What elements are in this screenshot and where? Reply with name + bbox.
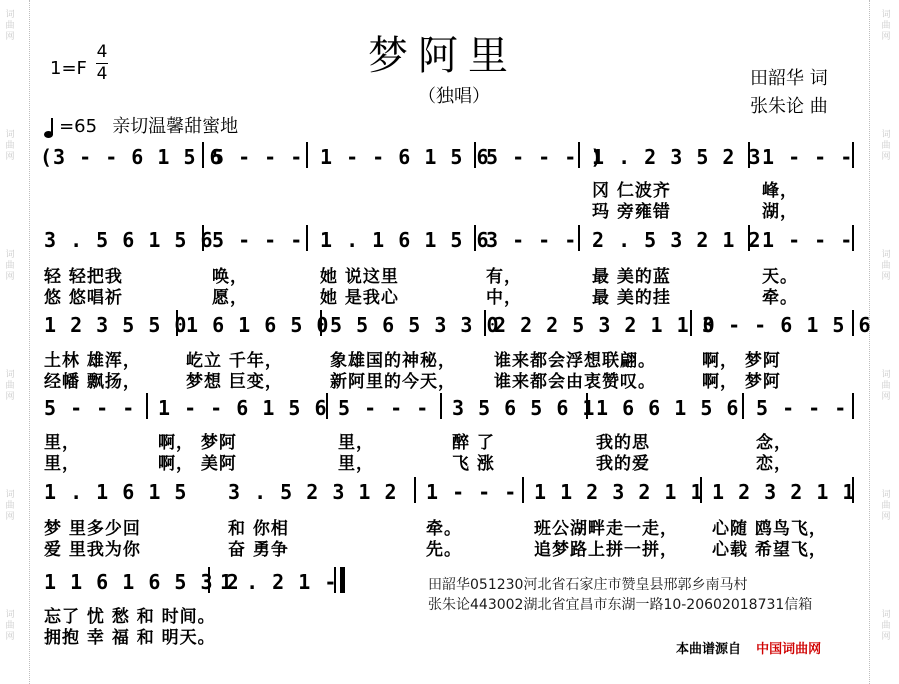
lyric-v2-r3-2: 梦想 巨变， — [186, 372, 283, 392]
lyric-v1-r5-1: 梦 里多少回 — [44, 519, 141, 539]
lyric-v2-r4-5: 我的爱 — [596, 454, 650, 474]
lyric-v1-r5-5: 心随 鸥鸟飞， — [712, 519, 827, 539]
watermark-left-4: 词曲网 — [5, 370, 15, 402]
measure-r2-2: 5 - - - — [212, 228, 304, 252]
barline — [578, 225, 580, 251]
time-signature — [96, 44, 108, 83]
lyric-v1-r5-3: 牵。 — [426, 519, 462, 539]
source-label: 本曲谱源自 — [676, 642, 742, 657]
lyric-v2-r3-1: 经幡 飘扬， — [44, 372, 141, 392]
lyric-v1-r3-5: 啊， 梦阿 — [702, 351, 781, 371]
measure-r3-1: 1 2 3 5 5 0 — [44, 313, 188, 337]
lyric-v1-r6-1: 忘了 忧 愁 和 时间。 — [44, 607, 216, 627]
lyric-v2-r2-5: 最 美的挂 — [592, 288, 671, 308]
measure-r2-5: 2 . 5 3 2 1 2 — [592, 228, 762, 252]
barline — [852, 477, 854, 503]
lyric-v2-r2-1: 悠 悠唱祈 — [44, 288, 123, 308]
measure-r1-2: 5 - - - — [212, 145, 304, 169]
barline — [202, 225, 204, 251]
watermark-right-3: 词曲网 — [881, 250, 891, 282]
lyric-v2-r5-3: 先。 — [426, 540, 462, 560]
barline — [586, 393, 588, 419]
barline — [690, 310, 692, 336]
measure-r1-6: 1 - - - — [762, 145, 854, 169]
left-margin-line — [29, 0, 30, 684]
lyric-v2-r2-3: 她 是我心 — [320, 288, 399, 308]
measure-r4-4: 3 5 6 5 6 1 — [452, 396, 596, 420]
barline — [306, 142, 308, 168]
watermark-left-2: 词曲网 — [5, 130, 15, 162]
measure-r5-4: 1 1 2 3 2 1 1 — [534, 480, 704, 504]
tempo-value: =65 — [59, 116, 98, 137]
barline — [748, 225, 750, 251]
lyric-v1-r5-4: 班公湖畔走一走， — [534, 519, 678, 539]
measure-r1-4: 5 - - - ) — [486, 145, 604, 169]
measure-r4-3: 5 - - - — [338, 396, 430, 420]
barline — [852, 310, 854, 336]
measure-r1-3: 1 - - 6 1 5 6 — [320, 145, 490, 169]
barline — [852, 142, 854, 168]
barline — [852, 225, 854, 251]
lyric-v2-r4-3: 里， — [338, 454, 374, 474]
measure-r3-5: 3 - - 6 1 5 6 — [702, 313, 872, 337]
lyric-v1-r2-1: 轻 轻把我 — [44, 267, 123, 287]
barline — [578, 142, 580, 168]
barline — [700, 477, 702, 503]
barline — [522, 477, 524, 503]
lyric-v2-r5-4: 追梦路上拼一拼， — [534, 540, 678, 560]
lyric-v2-r1-1: 玛 旁雍错 — [592, 202, 671, 222]
measure-r3-2: 1 6 1 6 5 0 — [186, 313, 330, 337]
measure-r1-5: 1 . 2 3 5 2 3 — [592, 145, 762, 169]
lyric-v2-r4-6: 恋， — [756, 454, 792, 474]
tempo-marking — [44, 112, 238, 138]
measure-r4-1: 5 - - - — [44, 396, 136, 420]
lyric-v1-r4-1: 里， — [44, 433, 80, 453]
watermark-left-5: 词曲网 — [5, 490, 15, 522]
lyric-v2-r5-2: 奋 勇争 — [228, 540, 289, 560]
lyric-v1-r3-4: 谁来都会浮想联翩。 — [494, 351, 656, 371]
barline — [320, 310, 322, 336]
measure-r4-5: 1 6 6 1 5 6 — [596, 396, 740, 420]
watermark-right-6: 词曲网 — [881, 610, 891, 642]
measure-r3-4: 2 2 2 5 3 2 1 1 0 — [494, 313, 716, 337]
lyric-v1-r4-5: 我的思 — [596, 433, 650, 453]
measure-r6-1: 1 1 6 1 6 5 3 2 — [44, 570, 240, 594]
key-signature: 1=F — [50, 58, 87, 79]
lyric-v2-r2-4: 中， — [486, 288, 522, 308]
measure-r5-1: 1 . 1 6 1 5 — [44, 480, 188, 504]
barline — [748, 142, 750, 168]
measure-r4-2: 1 - - 6 1 5 6 — [158, 396, 328, 420]
watermark-right-4: 词曲网 — [881, 370, 891, 402]
barline — [176, 310, 178, 336]
watermark-left-3: 词曲网 — [5, 250, 15, 282]
lyric-v1-r4-2: 啊， 梦阿 — [158, 433, 237, 453]
barline — [326, 393, 328, 419]
watermark-left-6: 词曲网 — [5, 610, 15, 642]
measure-r5-5: 1 2 3 2 1 1 — [712, 480, 856, 504]
measure-r5-3: 1 - - - — [426, 480, 518, 504]
lyric-v1-r4-4: 醉 了 — [452, 433, 495, 453]
watermark-left-1: 词曲网 — [5, 10, 15, 42]
time-signature-top: 4 — [96, 42, 108, 62]
song-subtitle: （独唱） — [418, 86, 490, 107]
source-site-name: 中国词曲网 — [756, 642, 822, 657]
lyric-v1-r1-2: 峰， — [762, 181, 798, 201]
quarter-note-icon — [44, 118, 54, 138]
composer-address: 张朱论443002湖北省宜昌市东湖一路10-20602018731信箱 — [428, 597, 813, 613]
watermark-right-2: 词曲网 — [881, 130, 891, 162]
lyric-v2-r2-6: 牵。 — [762, 288, 798, 308]
lyric-v2-r5-5: 心载 希望飞， — [712, 540, 827, 560]
barline — [484, 310, 486, 336]
lyric-v1-r2-2: 唤， — [212, 267, 248, 287]
lyric-v2-r3-4: 谁来都会由衷赞叹。 — [494, 372, 656, 392]
barline — [742, 393, 744, 419]
barline — [208, 567, 210, 593]
watermark-right-5: 词曲网 — [881, 490, 891, 522]
measure-r3-3: 5 5 6 5 3 3 0 — [330, 313, 500, 337]
barline — [306, 225, 308, 251]
lyric-v2-r2-2: 愿， — [212, 288, 248, 308]
lyric-v2-r1-2: 湖， — [762, 202, 798, 222]
lyric-v2-r3-3: 新阿里的今天， — [330, 372, 456, 392]
barline — [202, 142, 204, 168]
lyric-v2-r5-1: 爱 里我为你 — [44, 540, 141, 560]
barline — [474, 142, 476, 168]
barline — [852, 393, 854, 419]
lyric-v2-r4-4: 飞 涨 — [452, 454, 495, 474]
barline — [414, 477, 416, 503]
barline — [146, 393, 148, 419]
time-signature-bottom: 4 — [96, 64, 108, 84]
barline — [474, 225, 476, 251]
composer: 张朱论 曲 — [750, 96, 828, 117]
barline — [440, 393, 442, 419]
lyric-v1-r5-2: 和 你相 — [228, 519, 289, 539]
lyricist: 田韶华 词 — [750, 68, 828, 89]
lyric-v2-r3-5: 啊， 梦阿 — [702, 372, 781, 392]
lyric-v2-r4-1: 里， — [44, 454, 80, 474]
measure-r2-3: 1 . 1 6 1 5 6 — [320, 228, 490, 252]
lyric-v1-r4-3: 里， — [338, 433, 374, 453]
lyric-v1-r1-1: 冈 仁波齐 — [592, 181, 671, 201]
lyric-v1-r2-4: 有， — [486, 267, 522, 287]
lyric-v1-r3-1: 土林 雄浑， — [44, 351, 141, 371]
measure-r2-6: 1 - - - — [762, 228, 854, 252]
source-credit — [676, 638, 821, 657]
measure-r4-6: 5 - - - — [756, 396, 848, 420]
lyric-v2-r4-2: 啊， 美阿 — [158, 454, 237, 474]
measure-r2-4: 3 - - - — [486, 228, 578, 252]
lyric-v1-r4-6: 念， — [756, 433, 792, 453]
final-barline-thin — [334, 567, 336, 593]
final-barline-thick — [340, 567, 345, 593]
song-title: 梦阿里 — [368, 33, 518, 79]
lyric-v2-r6-1: 拥抱 幸 福 和 明天。 — [44, 628, 216, 648]
lyric-v1-r2-6: 天。 — [762, 267, 798, 287]
lyric-v1-r2-5: 最 美的蓝 — [592, 267, 671, 287]
measure-r6-2: 1 . 2 1 - — [220, 570, 338, 594]
measure-r2-1: 3 . 5 6 1 5 6 — [44, 228, 214, 252]
watermark-right-1: 词曲网 — [881, 10, 891, 42]
expression-mark: 亲切温馨甜蜜地 — [112, 116, 239, 137]
lyric-v1-r3-3: 象雄国的神秘， — [330, 351, 456, 371]
lyric-v1-r3-2: 屹立 千年， — [186, 351, 283, 371]
measure-r1-1: (3 - - 6 1 5 6 — [40, 145, 223, 169]
lyricist-address: 田韶华051230河北省石家庄市赞皇县邢郭乡南马村 — [428, 577, 748, 593]
right-margin-line — [869, 0, 870, 684]
lyric-v1-r2-3: 她 说这里 — [320, 267, 399, 287]
measure-r5-2: 3 . 5 2 3 1 2 — [228, 480, 398, 504]
